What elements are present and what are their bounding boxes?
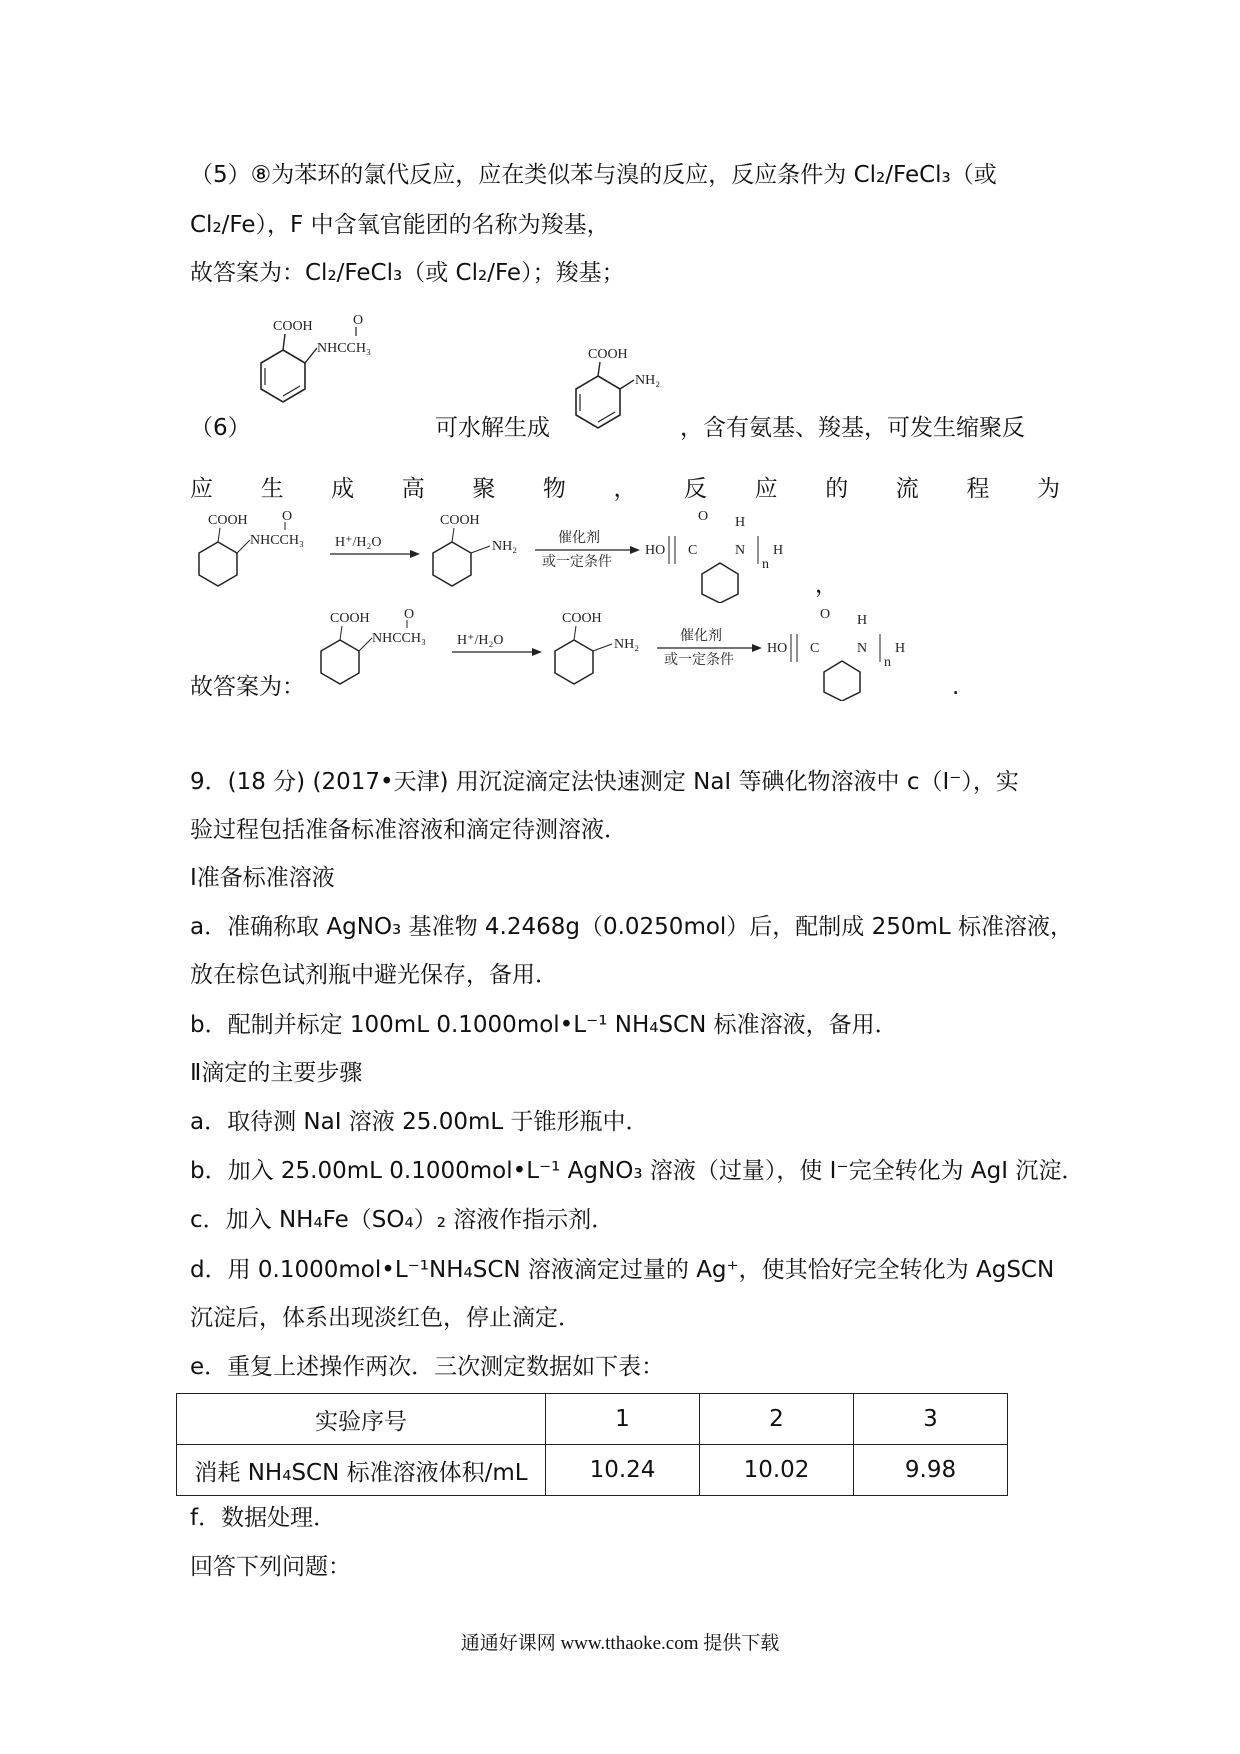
spread-char: 为 (1036, 476, 1060, 502)
spread-char: 物 (542, 476, 566, 502)
rx1-int-cooh: COOH (440, 513, 480, 528)
part6-text2: ，含有氨基、羧基，可发生缩聚反 (680, 415, 1025, 441)
table-cell: 10.02 (700, 1445, 854, 1496)
mol1-o: O (353, 313, 364, 328)
spread-char: 生 (260, 476, 284, 502)
page-footer: 通通好课网 www.tthaoke.com 提供下载 (460, 1633, 780, 1654)
spread-char: 反 (684, 476, 708, 502)
table-cell: 消耗 NH₄SCN 标准溶液体积/mL (177, 1445, 546, 1496)
rx1-poly-c: C (688, 543, 698, 558)
q9-a1: a．准确称取 AgNO₃ 基准物 4.2468g（0.0250mol）后，配制成 250mL 标准溶液， (190, 914, 1074, 940)
table-cell: 3 (854, 1394, 1008, 1445)
spread-char: 应 (190, 476, 213, 502)
spread-char: ， (613, 476, 637, 502)
rx1-poly-endh: H (773, 543, 784, 558)
table-cell: 实验序号 (177, 1394, 546, 1445)
table-cell: 2 (700, 1394, 854, 1445)
spread-char: 程 (966, 476, 990, 502)
part6-text1: 可水解生成 (435, 415, 550, 441)
spread-char: 的 (825, 476, 849, 502)
rx2-int-cooh: COOH (562, 611, 602, 626)
part6-period: . (952, 674, 960, 700)
reaction-scheme-1 (190, 508, 830, 603)
rx2-reagent: H⁺/H₂O (457, 633, 504, 648)
spread-char: 高 (401, 476, 425, 502)
q9-line2: 验过程包括准备标准溶液和滴定待测溶液． (190, 817, 627, 843)
rx2-poly-o: O (820, 607, 831, 622)
rx1-reagent: H⁺/H₂O (335, 535, 382, 550)
molecule-aminobenzoic-acid (560, 340, 680, 440)
q9-step-d1: d．用 0.1000mol•L⁻¹NH₄SCN 溶液滴定过量的 Ag⁺，使其恰好完全转化为 AgSCN (190, 1257, 1055, 1283)
rx2-poly-c: C (810, 641, 820, 656)
rx1-poly-h: H (735, 515, 746, 530)
rx1-poly-n: N (735, 543, 746, 558)
part5-line2: Cl₂/Fe），F 中含氧官能团的名称为羧基， (190, 212, 610, 238)
rx2-poly-endh: H (895, 641, 906, 656)
rx2-int-nh2: NH₂ (614, 637, 640, 652)
rx1-condition: 或一定条件 (542, 555, 612, 570)
mol2-nh2: NH₂ (635, 373, 661, 388)
mol2-cooh: COOH (588, 347, 628, 362)
table-row (177, 1445, 1008, 1496)
q9-step-a: a．取待测 NaI 溶液 25.00mL 于锥形瓶中． (190, 1109, 649, 1135)
q9-ask: 回答下列问题： (190, 1554, 351, 1580)
rx2-ho: HO (767, 641, 788, 656)
q9-a2: 放在棕色试剂瓶中避光保存，备用． (190, 962, 558, 988)
q9-step-e: e．重复上述操作两次．三次测定数据如下表： (190, 1354, 665, 1380)
rx2-o: O (404, 607, 415, 622)
rx1-nhcch3: NHCCH₃ (250, 533, 304, 548)
rx1-poly-n-sub: n (762, 557, 769, 572)
table-cell: 10.24 (546, 1445, 700, 1496)
rx2-condition: 或一定条件 (664, 653, 734, 668)
spread-char: 流 (895, 476, 919, 502)
table-header-row (177, 1394, 1008, 1445)
q9-line1: 9．(18 分) (2017•天津) 用沉淀滴定法快速测定 NaI 等碘化物溶液中 c（I⁻），实 (190, 769, 1019, 795)
part6-answer: 故答案为： (190, 674, 305, 700)
spread-char: 应 (754, 476, 778, 502)
data-table (176, 1393, 1008, 1496)
rx1-cooh: COOH (208, 513, 248, 528)
q9-step-d2: 沉淀后，体系出现淡红色，停止滴定． (190, 1305, 581, 1331)
table-cell: 1 (546, 1394, 700, 1445)
rx2-poly-n: N (857, 641, 868, 656)
part6-comma: ， (815, 572, 838, 598)
table-cell: 9.98 (854, 1445, 1008, 1496)
rx1-poly-o: O (698, 509, 709, 524)
rx1-int-nh2: NH₂ (492, 539, 518, 554)
rx2-poly-h: H (857, 613, 868, 628)
q9-step-f: f．数据处理． (190, 1505, 337, 1531)
q9-section2: Ⅱ滴定的主要步骤 (190, 1060, 363, 1086)
part5-answer: 故答案为：Cl₂/FeCl₃（或 Cl₂/Fe）；羧基； (190, 260, 625, 286)
rx1-o: O (282, 509, 293, 524)
part6-num: （6） (190, 415, 251, 441)
reaction-scheme-2 (312, 606, 952, 701)
rx2-cooh: COOH (330, 611, 370, 626)
q9-b: b．配制并标定 100mL 0.1000mol•L⁻¹ NH₄SCN 标准溶液，备用． (190, 1012, 898, 1038)
q9-step-c: c．加入 NH₄Fe（SO₄）₂ 溶液作指示剂． (190, 1207, 615, 1233)
rx2-catalyst: 催化剂 (680, 629, 722, 644)
molecule-acetamidobenzoic-acid (245, 310, 405, 410)
spread-char: 聚 (472, 476, 496, 502)
rx1-catalyst: 催化剂 (558, 531, 600, 546)
spread-char: 成 (331, 476, 355, 502)
part6-spread-line (190, 470, 1060, 503)
mol1-nhcch3: NHCCH₃ (317, 341, 371, 356)
q9-section1: Ⅰ准备标准溶液 (190, 865, 335, 891)
rx1-ho: HO (645, 543, 666, 558)
q9-step-b: b．加入 25.00mL 0.1000mol•L⁻¹ AgNO₃ 溶液（过量），使 I⁻完全转化为 AgI 沉淀． (190, 1158, 1085, 1184)
mol1-cooh: COOH (273, 319, 313, 334)
rx2-nhcch3: NHCCH₃ (372, 631, 426, 646)
part5-line1: （5）⑧为苯环的氯代反应，应在类似苯与溴的反应，反应条件为 Cl₂/FeCl₃（或 (190, 162, 997, 188)
rx2-poly-n-sub: n (884, 655, 891, 670)
